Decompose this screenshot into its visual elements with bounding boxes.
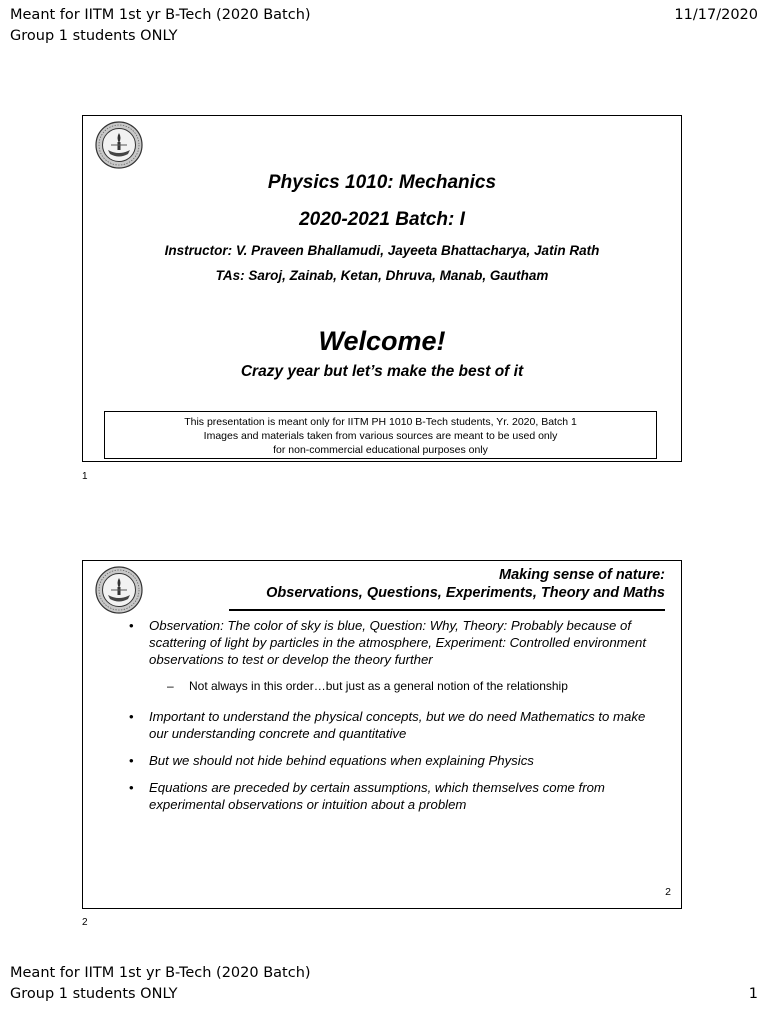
tas-line: TAs: Saroj, Zainab, Ketan, Dhruva, Manab, Gautham [215, 268, 549, 283]
page-header [10, 5, 758, 47]
instructors-line: Instructor: V. Praveen Bhallamudi, Jayeeta Bhattacharya, Jatin Rath [164, 243, 600, 258]
bullet-text: Important to understand the physical concepts, but we do need Mathematics to make our understanding concrete and quantitative [149, 709, 646, 741]
header-line-2: Group 1 students ONLY [10, 28, 178, 44]
bullet-text: Equations are preceded by certain assumptions, which themselves come from experimental observations or intuition about a problem [149, 780, 605, 812]
welcome-heading: Welcome! [318, 326, 446, 356]
welcome-tagline: Crazy year but let’s make the best of it [240, 363, 524, 380]
slide-index-1: 1 [82, 471, 88, 482]
institute-seal-icon [95, 566, 143, 614]
slide-heading-line-2: Observations, Questions, Experiments, Theory and Maths [266, 585, 665, 601]
disclaimer-line-1: This presentation is meant only for IITM PH 1010 B-Tech students, Yr. 2020, Batch 1 [184, 416, 577, 428]
bullet-dot: • [129, 780, 134, 795]
disclaimer-line-2: Images and materials taken from various sources are meant to be used only [203, 430, 558, 442]
sub-bullet-dash: – [167, 679, 174, 693]
slide-index-2: 2 [82, 917, 88, 928]
batch-title: 2020-2021 Batch: I [299, 209, 465, 230]
sub-bullet-item [149, 678, 667, 695]
header-line-1: Meant for IITM 1st yr B-Tech (2020 Batch) [10, 7, 311, 23]
footer-line-1: Meant for IITM 1st yr B-Tech (2020 Batch) [10, 965, 311, 981]
slide-number: 2 [665, 886, 671, 898]
bullet-item [127, 752, 667, 769]
header-date: 11/17/2020 [674, 7, 758, 23]
bullet-text: But we should not hide behind equations when explaining Physics [149, 753, 534, 768]
bullet-item [127, 779, 667, 813]
bullet-dot: • [129, 618, 134, 633]
bullet-text: Observation: The color of sky is blue, Question: Why, Theory: Probably because of scattering of light by particles in the atmosphere, Experiment: Controlled environment observations to test or develop the theory further [149, 618, 646, 667]
bullet-list [127, 617, 667, 813]
footer-page-number: 1 [748, 986, 758, 1002]
slide-1 [82, 115, 682, 462]
bullet-item [127, 617, 667, 695]
page-footer [10, 963, 758, 1005]
bullet-item [127, 708, 667, 742]
sub-bullet-text: Not always in this order…but just as a general notion of the relationship [189, 679, 568, 693]
disclaimer-box [104, 411, 657, 459]
heading-divider [229, 609, 665, 611]
bullet-dot: • [129, 753, 134, 768]
institute-seal-icon [95, 121, 143, 169]
disclaimer-line-3: for non-commercial educational purposes only [273, 444, 488, 456]
footer-line-2: Group 1 students ONLY [10, 986, 178, 1002]
course-title: Physics 1010: Mechanics [267, 172, 497, 193]
slide-2 [82, 560, 682, 909]
slide-heading-line-1: Making sense of nature: [499, 567, 665, 583]
bullet-dot: • [129, 709, 134, 724]
